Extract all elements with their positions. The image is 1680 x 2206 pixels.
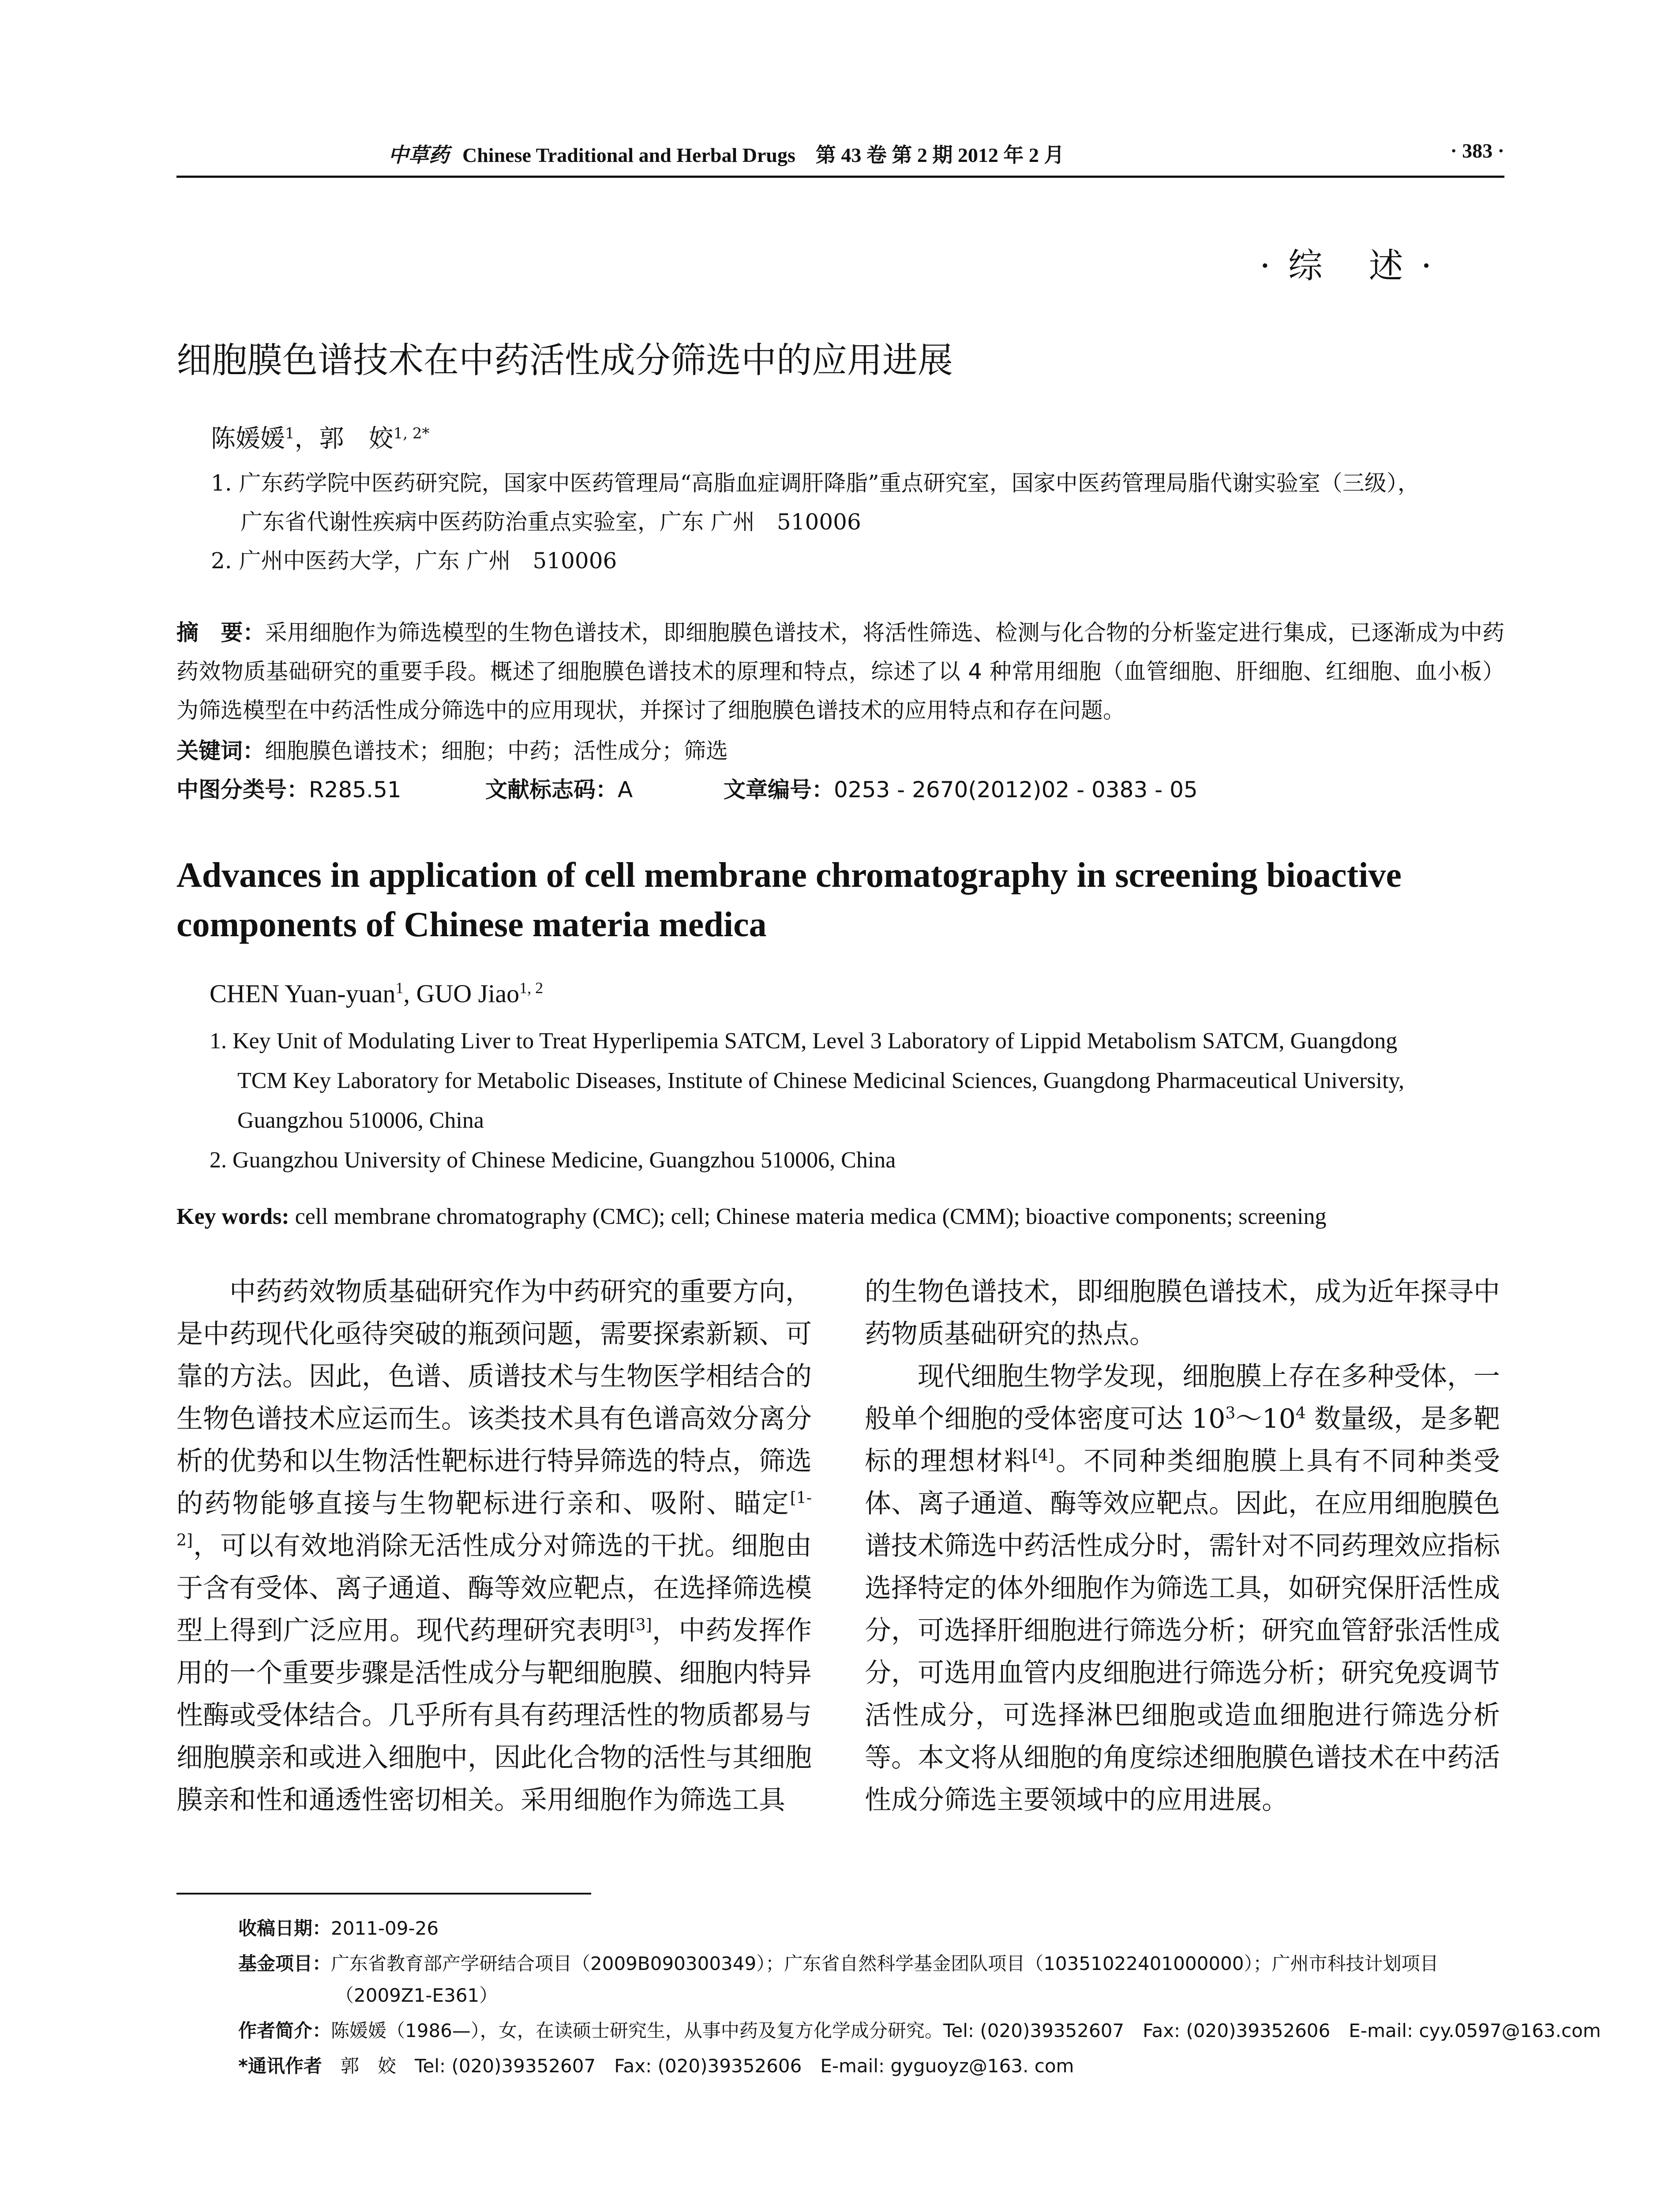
affiliation-en-1-line-2: TCM Key Laboratory for Metabolic Diseases, Institute of Chinese Medicinal Sciences, Guangdong Pharmaceutical University,: [237, 1068, 1405, 1093]
body-text: ，可以有效地消除无活性成分对筛选的干扰。细胞由于含有受体、离子通道、酶等效应靶点，在选择筛选模型上得到广泛应用。现代药理研究表明: [176, 1531, 812, 1646]
footnote-received: [238, 1914, 439, 1940]
body-text: 数量级，是多靶标的理想材料: [865, 1403, 1500, 1477]
corresponding-info: 郭 姣 Tel: (020)39352607 Fax: (020)39352606 E-mail: gyguoyz@163. com: [322, 2055, 1074, 2077]
body-paragraph: [176, 1271, 812, 1821]
fund-line-1: 广东省教育部产学研结合项目（2009B090300349）；广东省自然科学基金团队项目（10351022401000000）；广州市科技计划项目: [331, 1953, 1439, 1974]
journal-issue-info: Chinese Traditional and Herbal Drugs 第 43 卷 第 2 期 2012 年 2 月: [462, 144, 1065, 166]
body-text: 中药药效物质基础研究作为中药研究的重要方向，是中药现代化亟待突破的瓶颈问题，需要探索新颖、可靠的方法。因此，色谱、质谱技术与生物医学相结合的生物色谱技术应运而生。该类技术具有色谱高效分离分析的优势和以生物活性靶标进行特异筛选的特点，筛选的药物能够直接与生物靶标进行亲和、吸附、瞄定: [176, 1276, 812, 1519]
body-text: 现代细胞生物学发现，细胞膜上存在多种受体，一般单个细胞的受体密度可达 10: [865, 1361, 1500, 1434]
citation-ref: [3]: [629, 1616, 652, 1634]
body-column-left: [176, 1271, 812, 1821]
affiliation-cn-1-line-1: 1. 广东药学院中医药研究院，国家中医药管理局“高脂血症调肝降脂”重点研究室，国家中医药管理局脂代谢实验室（三级），: [211, 470, 1420, 496]
author-1-cn: 陈媛媛: [211, 424, 285, 453]
author-2-affil-cn: 1, 2*: [393, 424, 430, 443]
keywords-en: [176, 1204, 1326, 1230]
author-2-affil-en: 1, 2: [519, 979, 544, 997]
affiliation-cn-2: 2. 广州中医药大学，广东 广州 510006: [211, 548, 617, 574]
affiliation-en-2: 2. Guangzhou University of Chinese Medicine, Guangzhou 510006, China: [210, 1148, 896, 1173]
authors-en: [210, 979, 543, 1008]
author-1-affil-en: 1: [395, 979, 404, 997]
body-column-right: [865, 1271, 1500, 1821]
section-tag: ·综 述·: [1260, 246, 1450, 286]
author-bio-label: 作者简介：: [238, 2020, 331, 2041]
body-text: ～10: [1235, 1403, 1296, 1434]
affiliation-en-1-line-3: Guangzhou 510006, China: [237, 1108, 484, 1133]
author-separator-en: ,: [403, 979, 416, 1008]
article-number-label: 文章编号：: [724, 777, 834, 803]
received-label: 收稿日期：: [238, 1917, 331, 1939]
author-2-cn: 郭 姣: [319, 424, 394, 453]
corresponding-label: *通讯作者: [238, 2055, 322, 2077]
keywords-en-label: Key words:: [176, 1204, 289, 1229]
exponent: 3: [1225, 1404, 1236, 1422]
affiliation-cn-1-line-2: 广东省代谢性疾病中医药防治重点实验室，广东 广州 510006: [240, 509, 861, 535]
clc-label: 中图分类号：: [176, 777, 309, 803]
fund-line-2: （2009Z1-E361）: [335, 1985, 498, 2006]
received-date: 2011-09-26: [331, 1917, 439, 1939]
author-1-en: CHEN Yuan-yuan: [210, 979, 396, 1008]
footnote-rule: [176, 1893, 591, 1895]
title-cn: 细胞膜色谱技术在中药活性成分筛选中的应用进展: [176, 340, 953, 381]
header-rule: [176, 176, 1504, 178]
citation-ref: [1-2]: [176, 1489, 812, 1549]
exponent: 4: [1295, 1404, 1306, 1422]
fund-label: 基金项目：: [238, 1953, 331, 1974]
footnote-corresponding: [238, 2052, 1074, 2078]
abstract-cn: [176, 613, 1504, 730]
abstract-label: 摘 要：: [176, 620, 265, 645]
authors-cn: [211, 419, 430, 454]
author-1-affil-cn: 1: [285, 424, 295, 443]
document-code-value: A: [618, 777, 633, 803]
clc-value: R285.51: [309, 777, 401, 803]
keywords-en-text: cell membrane chromatography (CMC); cell; Chinese materia medica (CMM); bioactive components; screening: [289, 1204, 1327, 1229]
article-number-value: 0253 - 2670(2012)02 - 0383 - 05: [834, 777, 1198, 803]
author-bio: 陈媛媛（1986—），女，在读硕士研究生，从事中药及复方化学成分研究。Tel: (020)39352607 Fax: (020)39352606 E-mail: cyy.0597@163.com: [331, 2020, 1601, 2041]
journal-info: [388, 139, 1064, 168]
author-separator-cn: ，: [294, 424, 319, 453]
body-text: 的生物色谱技术，即细胞膜色谱技术，成为近年探寻中药物质基础研究的热点。: [865, 1276, 1500, 1350]
document-code: [485, 772, 633, 804]
body-paragraph: [865, 1271, 1500, 1355]
body-text: 。不同种类细胞膜上具有不同种类受体、离子通道、酶等效应靶点。因此，在应用细胞膜色谱技术筛选中药活性成分时，需针对不同药理效应指标选择特定的体外细胞作为筛选工具，如研究保肝活性成分，可选择肝细胞进行筛选分析；研究血管舒张活性成分，可选用血管内皮细胞进行筛选分析；研究免疫调节活性成分，可选择淋巴细胞或造血细胞进行筛选分析等。本文将从细胞的角度综述细胞膜色谱技术在中药活性成分筛选主要领域中的应用进展。: [865, 1446, 1500, 1816]
body-paragraph: [865, 1355, 1500, 1821]
article-number: [724, 772, 1198, 804]
footnote-author: [238, 2016, 1601, 2043]
document-code-label: 文献标志码：: [485, 777, 618, 803]
keywords-cn-label: 关键词：: [176, 738, 265, 764]
footnote-fund: [238, 1949, 1438, 1976]
title-en: Advances in application of cell membrane chromatography in screening bioactive components of Chinese materia medica: [176, 856, 1402, 944]
keywords-cn-text: 细胞膜色谱技术；细胞；中药；活性成分；筛选: [265, 738, 728, 764]
abstract-text: 采用细胞作为筛选模型的生物色谱技术，即细胞膜色谱技术，将活性筛选、检测与化合物的分析鉴定进行集成，已逐渐成为中药药效物质基础研究的重要手段。概述了细胞膜色谱技术的原理和特点，综述了以 4 种常用细胞（血管细胞、肝细胞、红细胞、血小板）为筛选模型在中药活性成分筛选中的应用现状，并探讨了细胞膜色谱技术的应用特点和存在问题。: [176, 620, 1505, 723]
keywords-cn: [176, 732, 1504, 770]
page-number: · 383 ·: [1450, 139, 1504, 162]
body-text: ，中药发挥作用的一个重要步骤是活性成分与靶细胞膜、细胞内特异性酶或受体结合。几乎所有具有药理活性的物质都易与细胞膜亲和或进入细胞中，因此化合物的活性与其细胞膜亲和性和通透性密切相关。采用细胞作为筛选工具: [176, 1615, 812, 1816]
clc-number: [176, 772, 401, 804]
journal-name-cn: 中草药: [388, 143, 449, 167]
running-header: [176, 139, 1504, 174]
affiliation-en-1-line-1: 1. Key Unit of Modulating Liver to Treat Hyperlipemia SATCM, Level 3 Laboratory of Lippid Metabolism SATCM, Guangdong: [210, 1028, 1398, 1054]
author-2-en: GUO Jiao: [416, 979, 520, 1008]
citation-ref: [4]: [1031, 1447, 1054, 1465]
